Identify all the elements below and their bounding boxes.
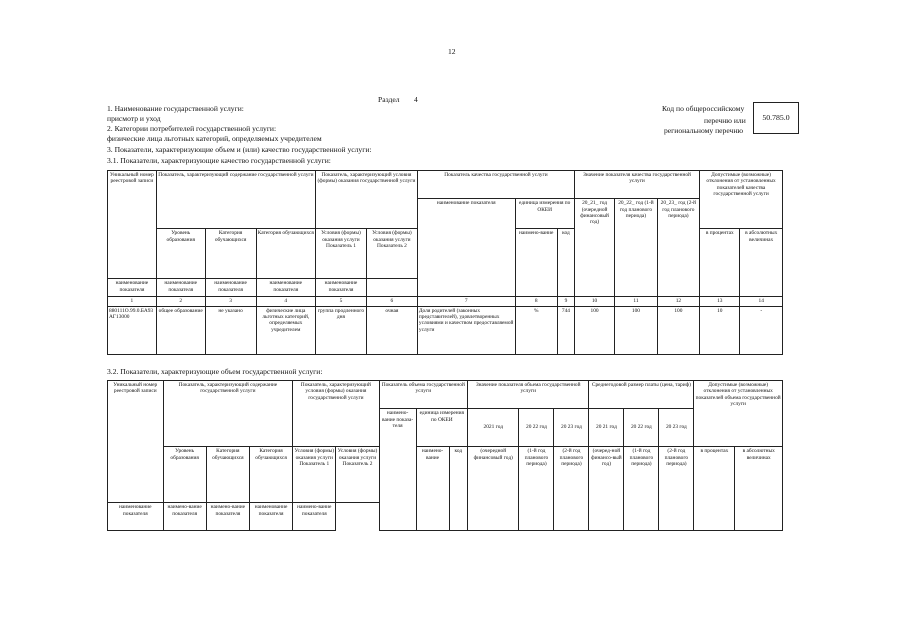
t2-h-p1: 20 21 год [589,409,624,447]
code-label-2: перечню или [704,116,746,125]
t1-num: 7 [417,297,515,306]
t1-h-unit-spacer [366,279,417,297]
t1-row-cell: 100 [657,306,699,354]
t2-h-y2b: (1-й год планового периода) [519,447,554,531]
t2-h-indname2: наимено-вание показателя [206,503,249,531]
t1-h-indname: наименование показателя [316,279,367,297]
t1-num: 13 [700,297,740,306]
t1-h-content-cont [156,199,315,229]
t1-row-cell: группа продленного дня [316,306,367,354]
t1-h-level: Уровень образования [156,229,205,279]
code-label-1: Код по общероссийскому [662,104,745,113]
t1-h-cond1: Условия (формы) оказания услуги Показатель 1 [316,229,367,279]
t2-h-volume: Показатель объема государственной услуги [379,381,467,409]
t2-h-unit-code: код [449,447,468,531]
t1-num: 6 [366,297,417,306]
t2-h-cat1: Категория обучающихся [206,447,249,503]
t1-h-content: Показатель, характеризующий содержание государственной услуги [156,171,315,199]
t2-h-abs: в абсолютных величинах [735,447,783,531]
t1-h-deviation-cont [700,199,783,229]
t1-h-unit: единица измерения по ОКЕИ [515,199,574,229]
t1-h-cat2: Категория обучающихся [256,229,315,279]
t2-h-pct: в процентах [694,447,735,531]
t1-h-indname: наименование показателя [108,279,157,297]
t1-row-cell: не указано [205,306,256,354]
volume-table [107,380,783,531]
code-value-box: 50.785.0 [753,102,799,134]
t2-h-values: Значение показателя объема государственной услуги [468,381,589,409]
code-label-3: региональному перечню [664,126,744,135]
t2-h-p1b: (очеред-ной финансо-вый год) [589,447,624,531]
t2-h-y1: 2021 год [468,409,519,447]
page-number: 12 [448,47,456,56]
t1-h-quality: Показатель качества государственной услуги [417,171,574,199]
t2-h-p3: 20 23 год [659,409,694,447]
t1-h-unit-name: наимено-вание [515,229,557,297]
t1-row-cell: очная [366,306,417,354]
quality-heading: 3.1. Показатели, характеризующие качество государственной услуги: [107,156,331,165]
t1-num: 10 [574,297,614,306]
t1-h-abs: в абсолютных величинах [740,229,783,297]
t2-h-conditions-cont [293,409,379,447]
t1-h-conditions-cont [316,199,418,229]
t1-num: 4 [256,297,315,306]
t1-num: 9 [557,297,574,306]
t1-h-indname: наименование показателя [256,279,315,297]
t2-h-y3: 20 23 год [554,409,589,447]
t2-h-price: Среднегодовой размер платы (цена, тариф) [589,381,694,409]
t1-row-cell: % [515,306,557,354]
service-name-value: присмотр и уход [107,114,161,123]
t1-num: 2 [156,297,205,306]
t2-h-content: Показатель, характеризующий содержание государственной услуги [163,381,293,409]
t2-h-conditions: Показатель, характеризующий условия (формы) оказания государственной услуги [293,381,379,409]
t1-row-cell: 10 [700,306,740,354]
t1-h-y3: 20_23_ год (2-й год планового периода) [657,199,699,297]
volume-heading: 3.2. Показатели, характеризующие объем государственной услуги: [107,367,323,376]
t1-h-values: Значение показателя качества государственной услуги [574,171,699,199]
t2-h-p2: 20 22 год [624,409,659,447]
t1-row-cell: Доля родителей (законных представителей), удовлетворенных условиями и качеством предоставляемой услуги [417,306,515,354]
t1-h-cat1: Категория обучающихся [205,229,256,279]
t1-h-unique: Уникальный номер реестровой записи [108,171,157,279]
t2-h-y1b: (очередной финансовый год) [468,447,519,531]
t1-row-cell: - [740,306,783,354]
t2-h-p3b: (2-й год планового периода) [659,447,694,531]
t1-h-conditions: Показатель, характеризующий условия (формы) оказания государственной услуги [316,171,418,199]
t1-num: 1 [108,297,157,306]
t1-h-y2: 20_22_ год (1-й год планового периода) [615,199,657,297]
consumer-category-value: физические лица льготных категорий, определяемых учредителем [107,134,322,143]
t2-h-name: наимено-вание показа-теля [379,409,416,531]
t1-row-cell: 880111О.99.0.БА93АГ13000 [108,306,157,354]
t2-h-y2: 20 22 год [519,409,554,447]
t1-h-cond2: Условия (формы) оказания услуги Показатель 2 [366,229,417,279]
indicators-heading: 3. Показатели, характеризующие объем и (или) качество государственной услуги: [107,145,372,154]
t1-h-name: наименование показателя [417,199,515,297]
t2-h-indname2: наимено-вание показателя [293,503,336,531]
section-label: Раздел [378,95,400,104]
t1-num: 11 [615,297,657,306]
t2-h-indname: наименование показателя [249,503,292,531]
t2-h-unit-name: наимено-вание [416,447,449,531]
t1-row-cell: 744 [557,306,574,354]
t1-h-unit-code: код [557,229,574,297]
t1-num: 8 [515,297,557,306]
t2-h-content-cont [163,409,293,447]
t1-num: 3 [205,297,256,306]
t2-h-cat2: Категория обучающихся [249,447,292,503]
t2-h-unique: Уникальный номер реестровой записи [108,381,164,503]
t1-row-cell: физические лица льготных категорий, определяемых учредителем [256,306,315,354]
quality-table [107,170,783,355]
t1-row-cell: 100 [615,306,657,354]
t2-h-level: Уровень образования [163,447,206,503]
t1-h-indname: наименование показателя [156,279,205,297]
t2-h-deviation-cont [694,409,783,447]
consumer-category-label: 2. Категории потребителей государственной услуги: [107,124,277,133]
t2-h-cond1: Условия (формы) оказания услуги Показатель 1 [293,447,336,503]
t1-h-deviation: Допустимые (возможные) отклонения от установленных показателей качества государственной услуги [700,171,783,199]
service-name-label: 1. Наименование государственной услуги: [107,104,244,113]
t2-h-unit: единица измерения по ОКЕИ [416,409,467,447]
t1-num: 14 [740,297,783,306]
t2-h-y3b: (2-й год планового периода) [554,447,589,531]
t2-h-deviation: Допустимые (возможные) отклонения от установленных показателей объема государственной услуги [695,382,781,408]
t1-num: 5 [316,297,367,306]
t1-row-cell: 100 [574,306,614,354]
t2-h-indname2: наимено-вание показателя [163,503,206,531]
t1-h-y1: 20_21_ год (очередной финансовый год) [574,199,614,297]
t1-row-cell: общее образование [156,306,205,354]
t1-num: 12 [657,297,699,306]
t2-h-indname: наименование показателя [108,503,164,531]
t2-h-p2b: (1-й год планового периода) [624,447,659,531]
section-number: 4 [414,95,418,104]
t1-h-pct: в процентах [700,229,740,297]
t2-h-cond2: Условия (формы) оказания услуги Показатель 2 [336,447,379,503]
t1-h-indname: наименование показателя [205,279,256,297]
